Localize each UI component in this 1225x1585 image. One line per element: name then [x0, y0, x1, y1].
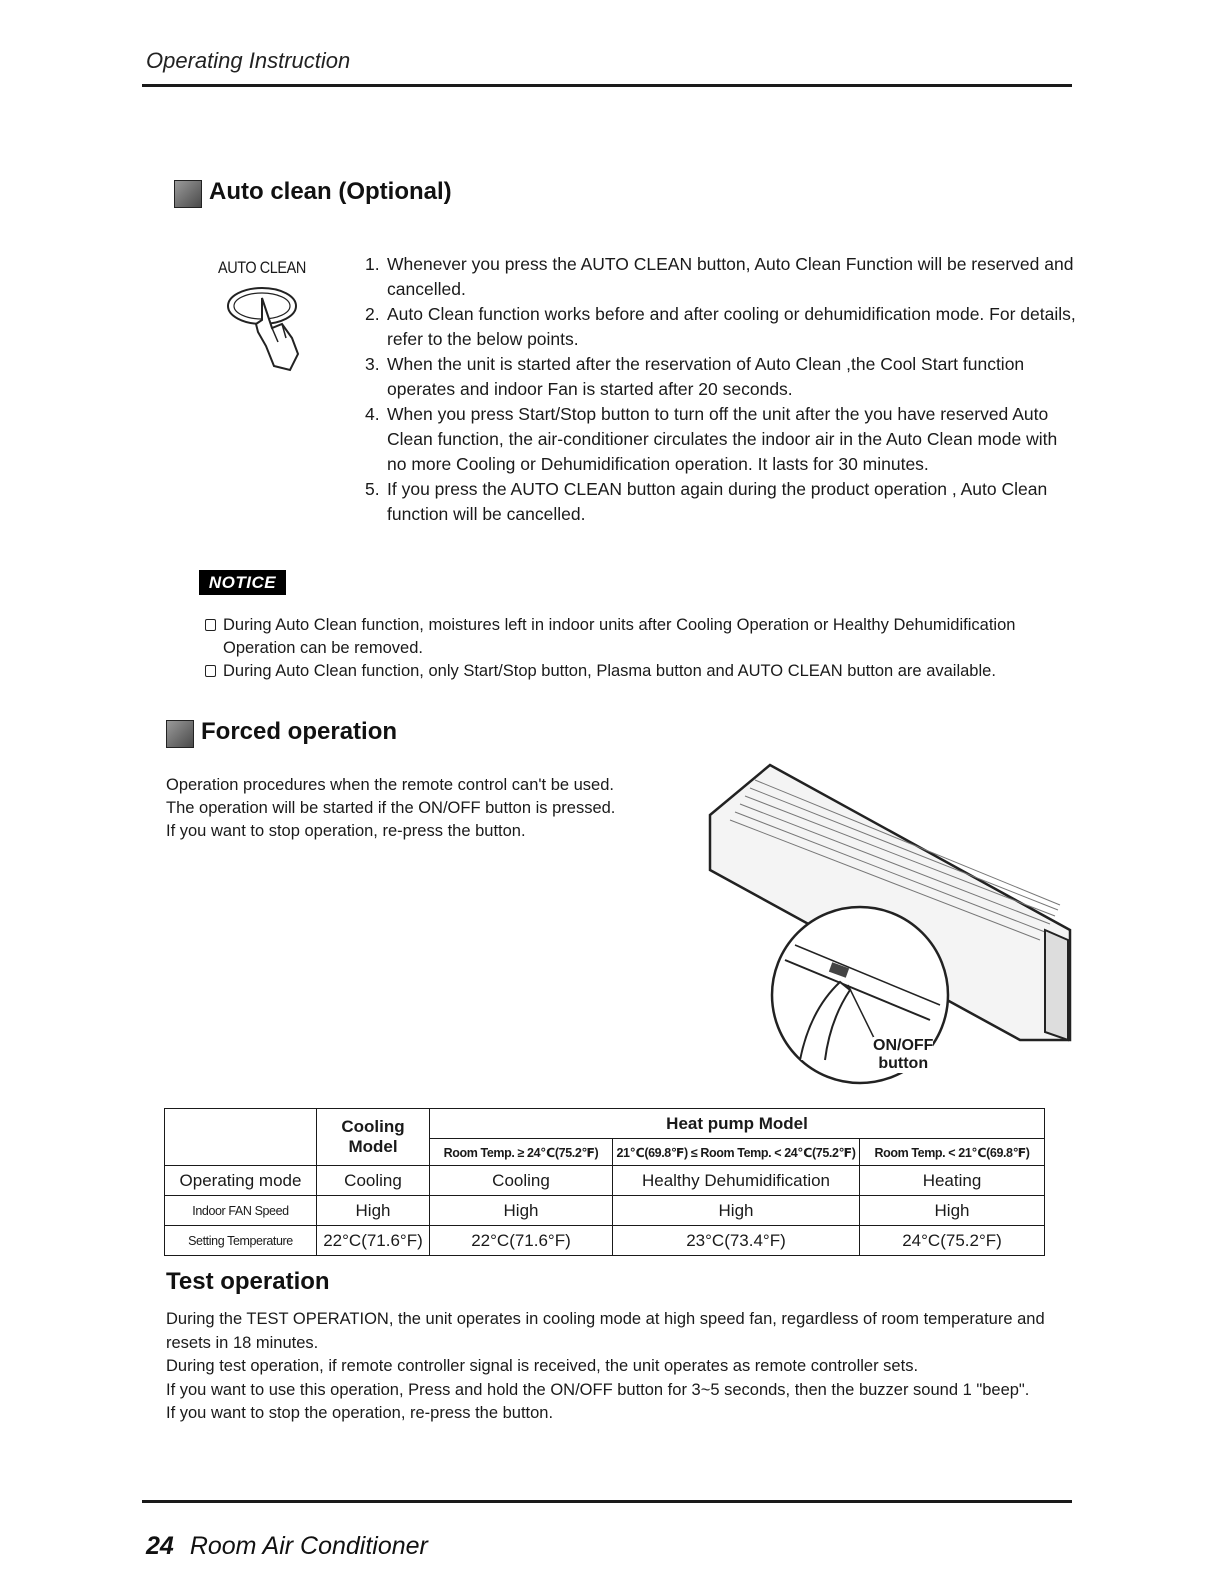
table-cell: High — [317, 1196, 430, 1226]
forced-operation-section-icon — [166, 720, 194, 748]
table-cell: 22°C(71.6°F) — [430, 1226, 613, 1256]
table-row — [165, 1166, 1045, 1196]
table-cell: Cooling — [317, 1166, 430, 1196]
on-off-button-callout: ON/OFF button — [873, 1037, 934, 1072]
row-label: Setting Temperature — [165, 1226, 317, 1256]
auto-clean-steps — [365, 252, 1080, 527]
header-rule — [142, 84, 1072, 87]
table-cell: Cooling — [430, 1166, 613, 1196]
auto-clean-button-label: AUTO CLEAN — [218, 258, 306, 277]
test-operation-paragraph: During test operation, if remote controller signal is received, the unit operates as remote controller sets. — [166, 1357, 919, 1375]
table-cell: Healthy Dehumidification — [613, 1166, 860, 1196]
test-operation-paragraph: If you want to stop the operation, re-press the button. — [166, 1404, 554, 1422]
table-cell: High — [860, 1196, 1045, 1226]
auto-clean-button-press-icon — [222, 280, 322, 375]
auto-clean-title: Auto clean (Optional) — [209, 178, 452, 205]
notice-item: During Auto Clean function, moistures left in indoor units after Cooling Operation or Healthy Dehumidification Operation can be removed. — [205, 614, 1055, 660]
auto-clean-section-icon — [174, 180, 202, 208]
auto-clean-step: 5. If you press the AUTO CLEAN button again during the product operation , Auto Clean function will be cancelled. — [365, 479, 1048, 524]
checkbox-bullet-icon — [205, 665, 216, 677]
table-cell: High — [430, 1196, 613, 1226]
page-number: 24 — [146, 1532, 174, 1560]
row-label: Indoor FAN Speed — [165, 1196, 317, 1226]
table-cell: 23°C(73.4°F) — [613, 1226, 860, 1256]
test-operation-paragraph: During the TEST OPERATION, the unit operates in cooling mode at high speed fan, regardless of room temperature and resets in 18 minutes. — [166, 1310, 1045, 1352]
auto-clean-step: 1. Whenever you press the AUTO CLEAN button, Auto Clean Function will be reserved and cancelled. — [365, 254, 1074, 299]
table-cell: High — [613, 1196, 860, 1226]
table-cell: Heating — [860, 1166, 1045, 1196]
forced-operation-line: Operation procedures when the remote control can't be used. — [166, 776, 614, 794]
test-operation-paragraph: If you want to use this operation, Press and hold the ON/OFF button for 3~5 seconds, then the buzzer sound 1 "beep". — [166, 1380, 1030, 1399]
row-label: Operating mode — [165, 1166, 317, 1196]
forced-operation-intro — [166, 774, 686, 843]
auto-clean-step: 2. Auto Clean function works before and after cooling or dehumidification mode. For details, refer to the below points. — [365, 304, 1076, 349]
cooling-model-header: Cooling Model — [317, 1109, 430, 1166]
table-row — [165, 1196, 1045, 1226]
page-footer — [146, 1532, 428, 1561]
notice-item: During Auto Clean function, only Start/Stop button, Plasma button and AUTO CLEAN button are available. — [205, 660, 1055, 683]
checkbox-bullet-icon — [205, 619, 216, 631]
test-operation-title: Test operation — [166, 1268, 330, 1295]
forced-operation-line: The operation will be started if the ON/OFF button is pressed. — [166, 799, 616, 817]
page-header-title: Operating Instruction — [146, 48, 351, 73]
operation-mode-table — [164, 1108, 1045, 1256]
notice-list — [205, 614, 1055, 683]
table-subheader: Room Temp. ≥ 24℃(75.2℉) — [430, 1139, 613, 1166]
table-corner-cell — [165, 1109, 317, 1166]
auto-clean-step: 3. When the unit is started after the reservation of Auto Clean ,the Cool Start function operates and indoor Fan is started after 20 seconds. — [365, 354, 1025, 399]
footer-title: Room Air Conditioner — [189, 1532, 428, 1560]
table-cell: 22°C(71.6°F) — [317, 1226, 430, 1256]
table-cell: 24°C(75.2°F) — [860, 1226, 1045, 1256]
footer-rule — [142, 1500, 1072, 1503]
table-row — [165, 1226, 1045, 1256]
table-subheader: 21℃(69.8℉) ≤ Room Temp. < 24℃(75.2℉) — [613, 1139, 860, 1166]
heat-pump-model-header: Heat pump Model — [430, 1109, 1045, 1139]
forced-operation-title: Forced operation — [201, 718, 398, 745]
test-operation-body — [166, 1308, 1066, 1426]
forced-operation-line: If you want to stop operation, re-press the button. — [166, 822, 526, 840]
table-subheader: Room Temp. < 21℃(69.8℉) — [860, 1139, 1045, 1166]
notice-badge: NOTICE — [199, 570, 286, 595]
auto-clean-step: 4. When you press Start/Stop button to turn off the unit after the you have reserved Auto Clean function, the air-conditioner circulates the indoor air in the Auto Clean mode with no more Cooling or Dehumidification operation. It lasts for 30 minutes. — [365, 404, 1058, 474]
